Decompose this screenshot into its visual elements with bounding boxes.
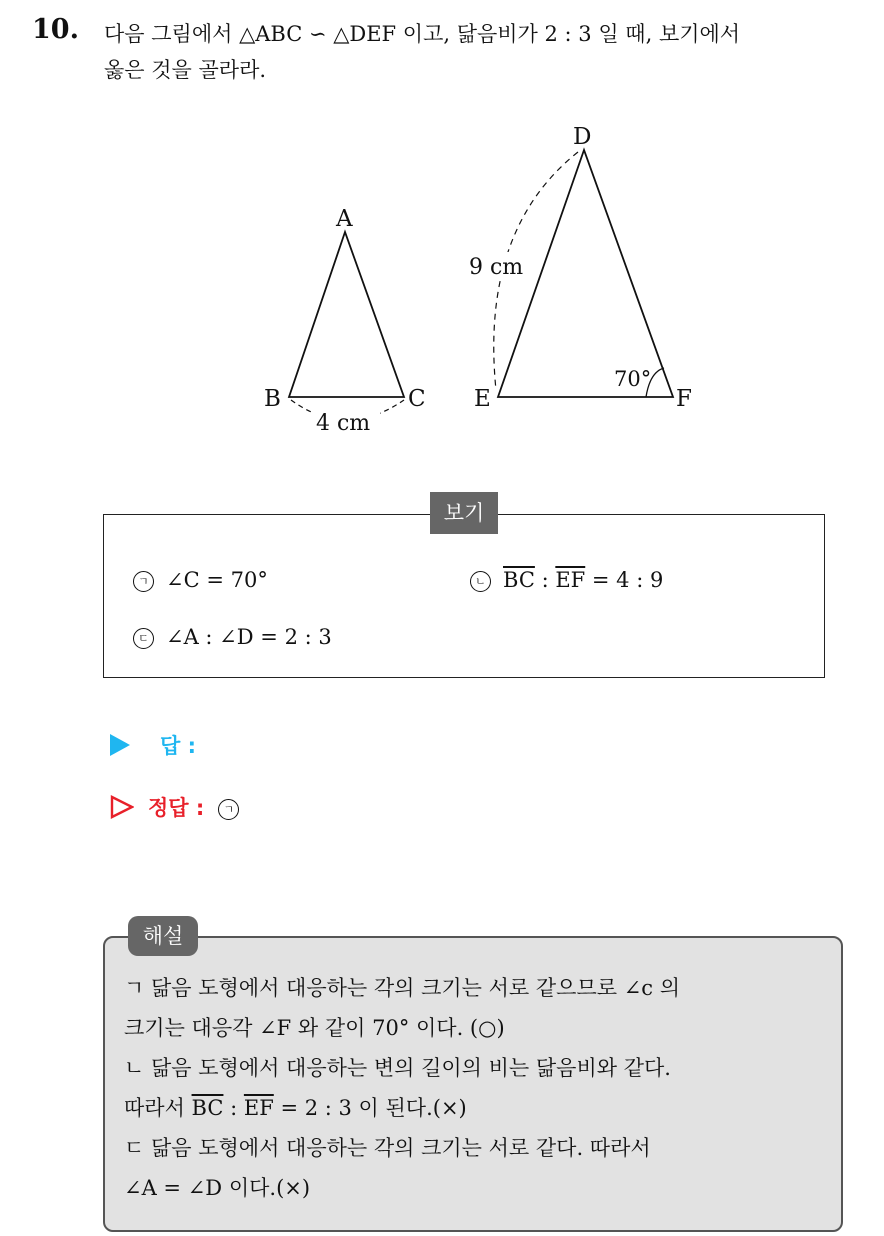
answer-row — [110, 730, 196, 760]
explanation-line-5: ㄷ 닮음 도형에서 대응하는 각의 크기는 서로 같다. 따라서 — [124, 1136, 651, 1160]
bc-length-label: 4 cm — [316, 411, 371, 436]
label-d: D — [573, 124, 592, 150]
answer-label: 답 : — [160, 734, 196, 758]
label-e: E — [474, 386, 491, 412]
play-triangle-icon — [110, 734, 130, 756]
explanation-title: 해설 — [128, 916, 198, 956]
outline-triangle-icon — [110, 795, 134, 819]
question-number: 10. — [32, 14, 79, 45]
ratio-colon: : — [534, 568, 556, 592]
option-text: ∠C = 70° — [166, 568, 268, 592]
option-text: = 4 : 9 — [585, 568, 664, 592]
bogi-title: 보기 — [430, 492, 498, 534]
option-marker: ㄴ — [470, 571, 491, 592]
question-line-2: 옳은 것을 골라라. — [104, 58, 267, 82]
label-b: B — [264, 386, 281, 412]
de-length-label: 9 cm — [469, 255, 524, 280]
explanation-line-4: 따라서 $\overline{BC}$ : $\overline{EF} = 2$ : 3 이 된다.(×) — [124, 1096, 467, 1120]
bogi-option-2 — [470, 568, 663, 592]
triangle-abc — [289, 232, 404, 397]
option-text: ∠A : ∠D = 2 : 3 — [166, 625, 332, 649]
explanation-line-2: 크기는 대응각 ∠F 와 같이 70° 이다. (○) — [124, 1016, 505, 1040]
segment-bc: $\overline{BC}$ — [503, 568, 535, 592]
segment-ef: $\overline{EF}$ — [243, 1096, 274, 1120]
option-marker: ㄷ — [133, 628, 154, 649]
question-text — [104, 16, 864, 88]
option-marker: ㄱ — [133, 571, 154, 592]
angle-f-label: 70° — [614, 367, 652, 391]
label-f: F — [676, 386, 692, 412]
explanation-line-6: ∠A = ∠D 이다.(×) — [124, 1176, 311, 1200]
explanation-line-3: ㄴ 닮음 도형에서 대응하는 변의 길이의 비는 닮음비와 같다. — [124, 1056, 671, 1080]
correct-answer-row — [110, 792, 251, 822]
explanation-line-1: ㄱ 닮음 도형에서 대응하는 각의 크기는 서로 같으므로 ∠c 의 — [124, 976, 681, 1000]
question-line-1: 다음 그림에서 △ABC ∽ △DEF 이고, 닮음비가 2 : 3 일 때, 보기에서 — [104, 22, 741, 46]
segment-ef: $\overline{EF}$ — [555, 568, 586, 592]
correct-answer-marker: ㄱ — [218, 799, 239, 820]
bogi-box — [103, 514, 825, 678]
label-c: C — [408, 386, 426, 412]
label-a: A — [336, 206, 353, 232]
bogi-option-1 — [133, 568, 268, 592]
bogi-option-3 — [133, 625, 332, 649]
segment-bc: $\overline{BC}$ — [191, 1096, 224, 1120]
correct-answer-label: 정답 : — [148, 796, 205, 820]
triangle-figure — [0, 110, 884, 450]
